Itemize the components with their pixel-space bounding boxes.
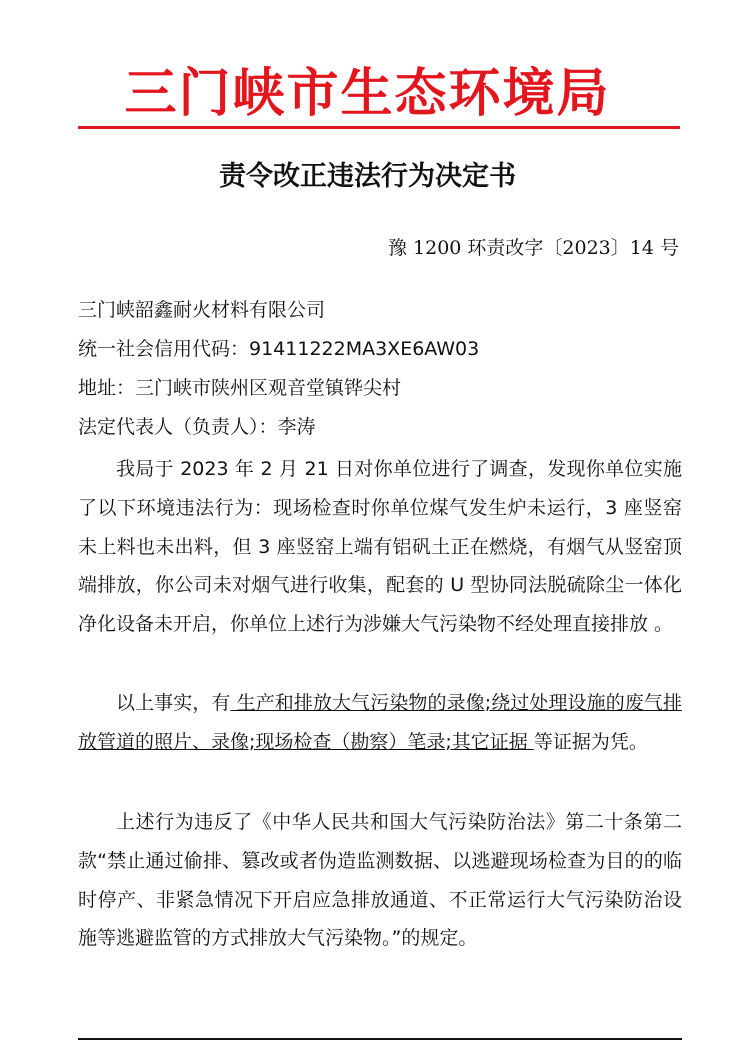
company-name: 三门峡韶鑫耐火材料有限公司 [78,299,326,321]
paragraph-legal-basis: 上述行为违反了《中华人民共和国大气污染防治法》第二十条第二款“禁止通过偷排、篡改或者伪造监测数据、以逃避现场检查为目的的临时停产、非紧急情况下开启应急排放通道、不正常运行大气污染防治设施等逃避监管的方式排放大气污染物。”的规定。 [78,811,682,950]
credit-code: 统一社会信用代码：91411222MA3XE6AW03 [78,338,480,360]
address: 地址：三门峡市陕州区观音堂镇铧尖村 [78,377,402,399]
evidence-suffix: 等证据为凭。 [533,730,648,753]
document-title: 责令改正违法行为决定书 [219,161,516,192]
legal-representative: 法定代表人（负责人）：李涛 [78,416,316,438]
paragraph-violation-facts: 我局于 2023 年 2 月 21 日对你单位进行了调查，发现你单位实施了以下环境违法行为：现场检查时你单位煤气发生炉未运行，3 座竖窑未上料也未出料，但 3 座竖窑上端有铝矾土正在燃烧，有烟气从竖窑顶端排放，你公司未对烟气进行收集，配套的 U 型协同法脱硫除尘一体化净化设备未开启，你单位上述行为涉嫌大气污染物不经处理直接排放 。 [78,458,682,636]
evidence-prefix: 以上事实，有 [116,692,231,714]
bottom-divider [78,1038,682,1040]
document-number: 豫 1200 环责改字〔2023〕14 号 [387,237,679,259]
agency-name: 三门峡市生态环境局 [124,63,611,124]
paragraph-evidence [78,684,682,762]
evidence-list: 生产和排放大气污染物的录像;绕过处理设施的废气排放管道的照片、录像;现场检查（勘察）笔录;其它证据 [78,692,682,753]
red-divider [78,126,680,129]
